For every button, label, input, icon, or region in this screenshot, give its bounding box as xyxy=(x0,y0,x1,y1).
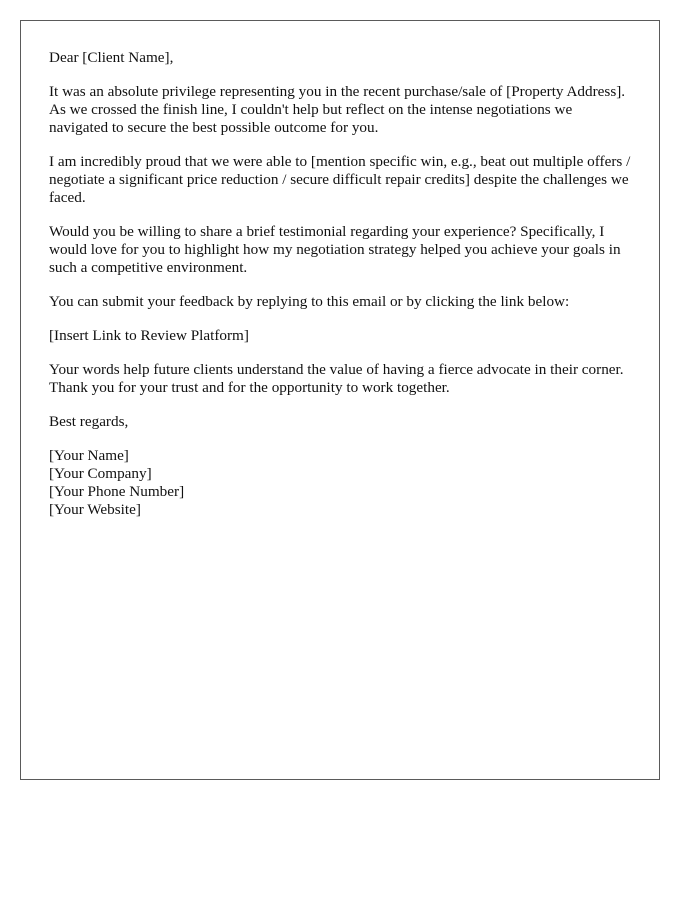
letter-frame xyxy=(20,20,660,780)
signature-company: [Your Company] xyxy=(49,465,152,482)
paragraph-submit-feedback: You can submit your feedback by replying to this email or by clicking the link below: xyxy=(49,293,570,310)
letter-body xyxy=(49,49,633,519)
signature-phone: [Your Phone Number] xyxy=(49,483,185,500)
signature-block xyxy=(49,447,633,519)
greeting: Dear [Client Name], xyxy=(49,49,174,66)
paragraph-intro: It was an absolute privilege representing you in the recent purchase/sale of [Property Address]. As we crossed the finish line, I couldn't help but reflect on the intense negotiations we navigated to secure the best possible outcome for you. xyxy=(49,83,626,136)
signature-name: [Your Name] xyxy=(49,447,129,464)
closing: Best regards, xyxy=(49,413,129,430)
review-link-placeholder[interactable]: [Insert Link to Review Platform] xyxy=(49,327,249,344)
paragraph-thanks: Your words help future clients understand the value of having a fierce advocate in their corner. Thank you for your trust and for the opportunity to work together. xyxy=(49,361,624,396)
paragraph-testimonial-request: Would you be willing to share a brief testimonial regarding your experience? Specifically, I would love for you to highlight how my negotiation strategy helped you achieve your goals in such a competitive environment. xyxy=(49,223,621,276)
paragraph-proud: I am incredibly proud that we were able to [mention specific win, e.g., beat out multiple offers / negotiate a significant price reduction / secure difficult repair credits] despite the challenges we faced. xyxy=(49,153,631,206)
signature-website: [Your Website] xyxy=(49,501,141,518)
